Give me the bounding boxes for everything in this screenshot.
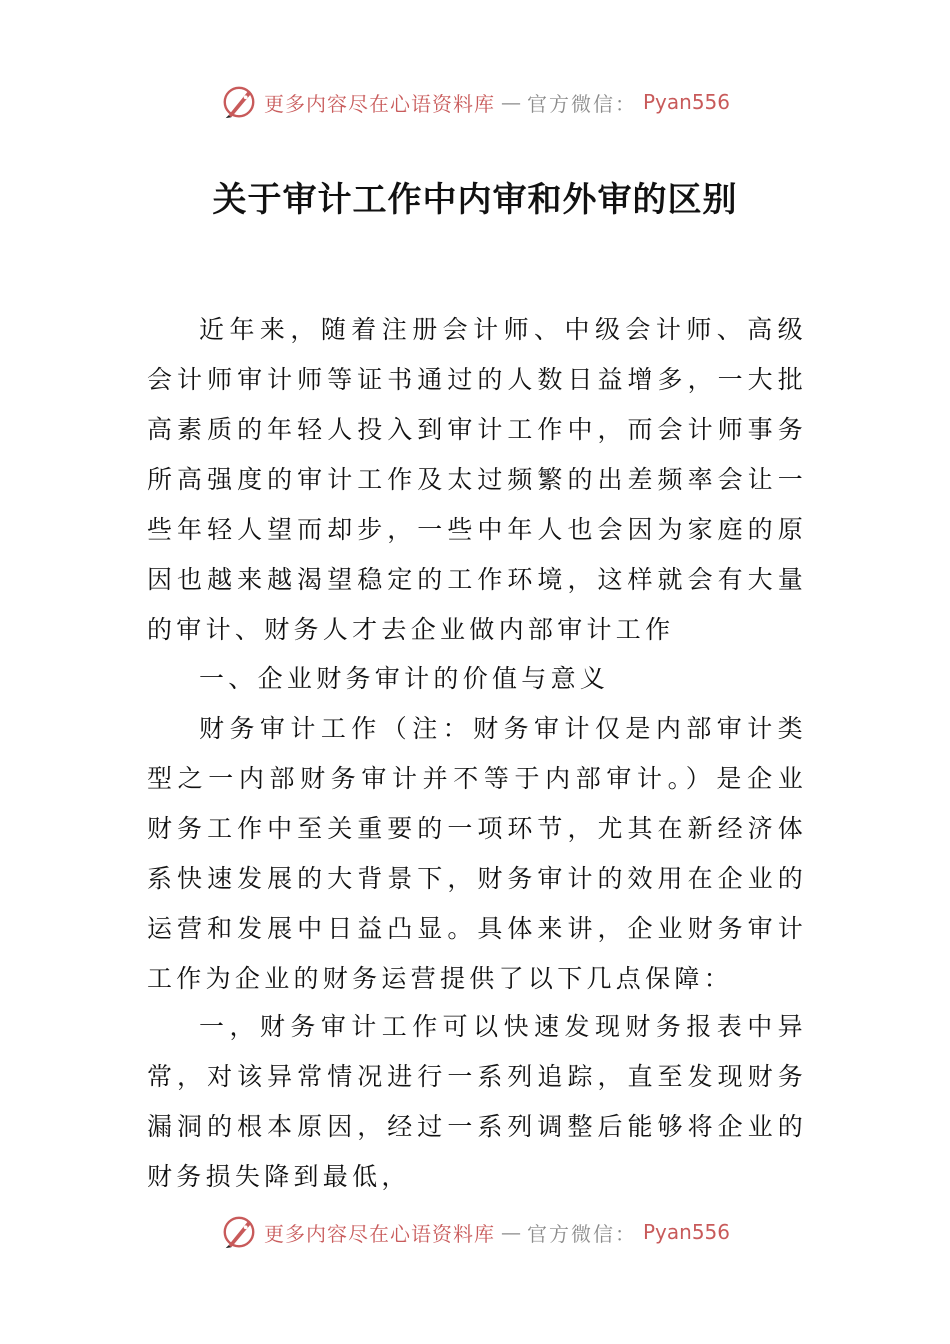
document-title: 关于审计工作中内审和外审的区别 [212,180,738,220]
watermark-wechat-id: Pyan556 [642,1220,730,1244]
pen-nib-circle-icon [220,1213,258,1251]
watermark-brand-text: 更多内容尽在心语资料库 [263,91,495,116]
header-watermark [0,80,950,124]
watermark-wechat-label: 官方微信： [526,1221,637,1246]
watermark-wechat-label: 官方微信： [526,91,637,116]
footer-watermark [0,1210,950,1254]
watermark-wechat-id: Pyan556 [642,90,730,114]
paragraph-point-one: 一，财务审计工作可以快速发现财务报表中异常，对该异常情况进行一系列追踪，直至发现财务漏洞的根本原因，经过一系列调整后能够将企业的财务损失降到最低， [147,1012,807,1191]
paragraph-intro: 近年来，随着注册会计师、中级会计师、高级会计师审计师等证书通过的人数日益增多，一大批高素质的年轻人投入到审计工作中，而会计师事务所高强度的审计工作及太过频繁的出差频率会让一些年轻人望而却步，一些中年人也会因为家庭的原因也越来越渴望稳定的工作环境，这样就会有大量的审计、财务人才去企业做内部审计工作 [147,315,807,644]
watermark-dash: — [500,1220,521,1244]
section-heading: 一、企业财务审计的价值与意义 [199,664,610,693]
watermark-brand-text: 更多内容尽在心语资料库 [263,1221,495,1246]
watermark-dash: — [500,90,521,114]
pen-nib-circle-icon [220,83,258,121]
paragraph-audit-value: 财务审计工作（注：财务审计仅是内部审计类型之一内部财务审计并不等于内部审计。）是企业财务工作中至关重要的一项环节，尤其在新经济体系快速发展的大背景下，财务审计的效用在企业的运营和发展中日益凸显。具体来讲，企业财务审计工作为企业的财务运营提供了以下几点保障： [147,714,807,993]
